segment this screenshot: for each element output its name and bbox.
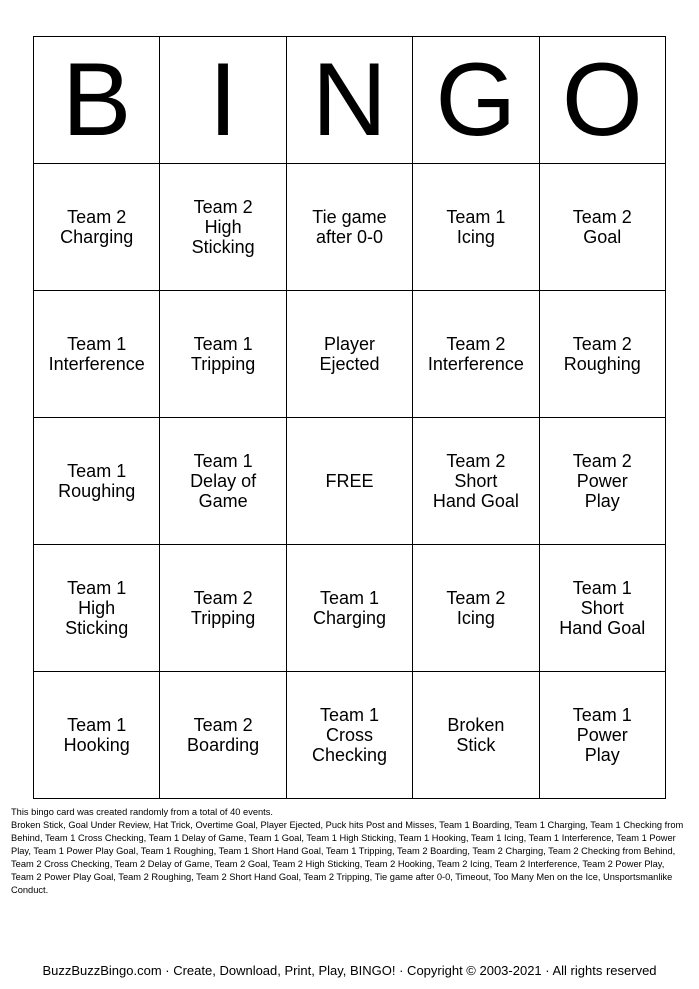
bingo-cell: Team 1 Roughing [34, 418, 160, 545]
header-letter-i: I [160, 37, 286, 164]
bingo-cell: Team 1 Interference [34, 291, 160, 418]
bingo-header-row [34, 37, 666, 164]
bingo-cell: Team 1 Icing [413, 164, 539, 291]
bingo-cell: Team 2 Power Play [539, 418, 665, 545]
header-letter-o: O [539, 37, 665, 164]
bingo-cell: Team 1 Tripping [160, 291, 286, 418]
bingo-cell: Team 1 Power Play [539, 672, 665, 799]
bingo-cell: Player Ejected [286, 291, 412, 418]
bingo-cell: Team 1 Short Hand Goal [539, 545, 665, 672]
bingo-cell: Team 2 Roughing [539, 291, 665, 418]
bingo-row-2 [34, 291, 666, 418]
bingo-row-4 [34, 545, 666, 672]
header-letter-n: N [286, 37, 412, 164]
event-list: Broken Stick, Goal Under Review, Hat Trick, Overtime Goal, Player Ejected, Puck hits Post and Misses, Team 1 Boarding, Team 1 Charging, Team 1 Checking from Behind, Team 1 Cross Checking, Team 1 Delay of Game, Team 1 Goal, Team 1 High Sticking, Team 1 Hooking, Team 1 Icing, Team 1 Interference, Team 1 Power Play, Team 1 Power Play Goal, Team 1 Roughing, Team 1 Short Hand Goal, Team 1 Tripping, Team 2 Boarding, Team 2 Charging, Team 2 Checking from Behind, Team 2 Cross Checking, Team 2 Delay of Game, Team 2 Goal, Team 2 High Sticking, Team 2 Hooking, Team 2 Icing, Team 2 Interference, Team 2 Power Play, Team 2 Power Play Goal, Team 2 Roughing, Team 2 Short Hand Goal, Team 2 Tripping, Tie game after 0-0, Timeout, Too Many Men on the Ice, Unsportsmanlike Conduct. [11, 820, 684, 895]
bingo-cell: Team 2 Boarding [160, 672, 286, 799]
bingo-cell: Team 2 Charging [34, 164, 160, 291]
header-letter-b: B [34, 37, 160, 164]
bingo-cell: Tie game after 0-0 [286, 164, 412, 291]
bingo-cell: Team 2 Goal [539, 164, 665, 291]
bingo-cell: Team 1 Charging [286, 545, 412, 672]
bingo-cell: Broken Stick [413, 672, 539, 799]
bingo-cell: Team 2 Short Hand Goal [413, 418, 539, 545]
bingo-row-3 [34, 418, 666, 545]
bingo-cell: Team 1 Hooking [34, 672, 160, 799]
page-footer: BuzzBuzzBingo.com · Create, Download, Print, Play, BINGO! · Copyright © 2003-2021 · All rights reserved [42, 963, 657, 978]
free-space-cell: FREE [286, 418, 412, 545]
bingo-cell: Team 2 High Sticking [160, 164, 286, 291]
bingo-card [33, 36, 666, 799]
bingo-cell: Team 2 Tripping [160, 545, 286, 672]
bingo-row-5 [34, 672, 666, 799]
description-intro: This bingo card was created randomly from a total of 40 events. [11, 807, 273, 817]
bingo-cell: Team 1 Cross Checking [286, 672, 412, 799]
bingo-row-1 [34, 164, 666, 291]
event-description [11, 806, 688, 897]
bingo-cell: Team 2 Interference [413, 291, 539, 418]
bingo-cell: Team 1 High Sticking [34, 545, 160, 672]
bingo-cell: Team 1 Delay of Game [160, 418, 286, 545]
bingo-cell: Team 2 Icing [413, 545, 539, 672]
header-letter-g: G [413, 37, 539, 164]
